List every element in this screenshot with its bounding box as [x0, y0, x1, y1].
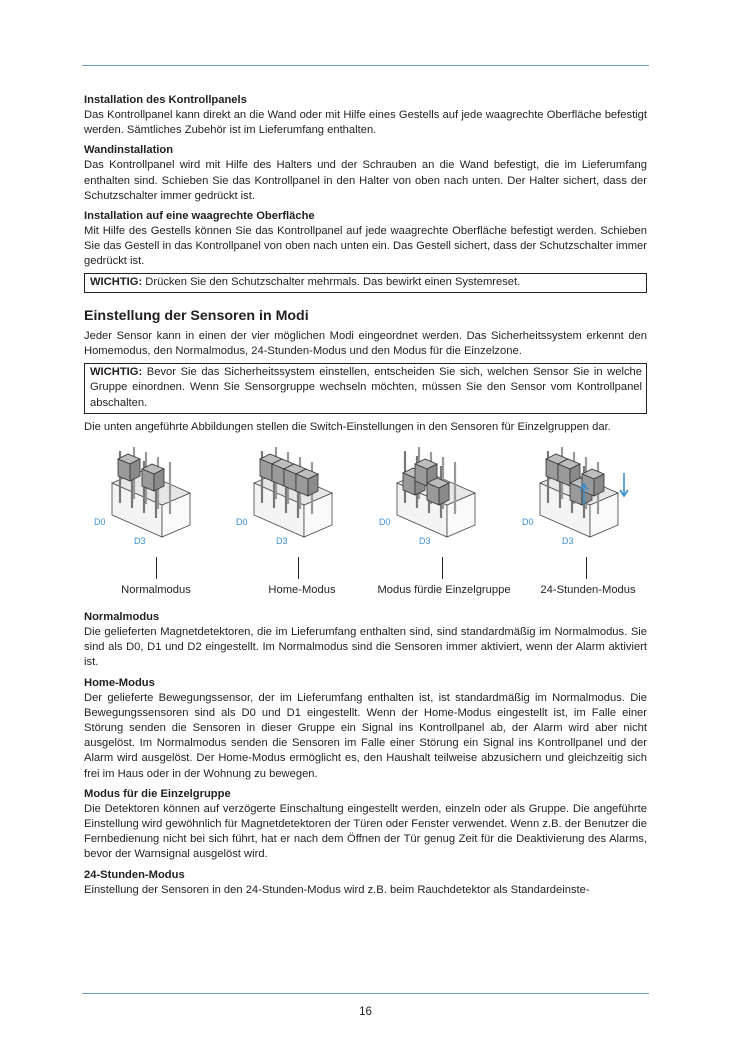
paragraph-installation: Das Kontrollpanel kann direkt an die Wand oder mit Hilfe eines Gestells auf jede waagrechte Oberfläche befestigt werden. Sämtliches Zubehör ist im Lieferumfang enthalten. — [84, 109, 647, 137]
switch-24-stunden — [520, 443, 640, 545]
paragraph-home-modus: Der gelieferte Bewegungssensor, der im Lieferumfang enthalten ist, ist standardmäßig im Normalmodus. Die Bewegungssensoren sind als D0 und D1 eingestellt. Wenn der Home-Modus eingestellt ist, im Falle einer Störung senden die Sensoren in dieser Gruppe ein Signal ins Kontrollpanel ab, der Alarm wird aber nicht ausgelöst. Im Normalmodus senden die Sensoren im Falle einer Störung ein Signal ins Kontrollpanel und der Alarm wird ausgelöst. Der Home-Modus ermöglicht es, den Haushalt teilweise abzusichern und gleichzeitig sich frei im Haus oder in der Wohnung zu bewegen. — [84, 691, 647, 780]
heading-installation: Installation des Kontrollpanels — [84, 94, 247, 106]
heading-wall: Wandinstallation — [84, 144, 174, 157]
paragraph-figure-intro: Die unten angeführte Abbildungen stellen die Switch-Einstellungen in den Sensoren für Einzelgruppen dar. — [84, 420, 611, 433]
label-d0: D0 — [379, 517, 391, 528]
note-label: WICHTIG: — [90, 275, 143, 288]
header-rule — [82, 65, 649, 66]
caption-normalmodus: Normalmodus — [121, 584, 191, 597]
paragraph-normalmodus: Die gelieferten Magnetdetektoren, die im Lieferumfang enthalten sind, sind standardmäßig im Normalmodus. Sie sind als D0, D1 und D2 eingestellt. Im Normalmodus sind die Sensoren immer aktiviert, wenn der Alarm aktiviert ist. — [84, 626, 647, 669]
paragraph-einzelgruppe: Die Detektoren können auf verzögerte Einschaltung eingestellt werden, einzeln oder als Gruppe. Die angeführte Einstellung wird gewöhnlich für Magnetdetektoren der Türen oder Fenster verwendet. Wenn z.B. der Benutzer die Fernbedienung nicht bei sich führt, hat er nach dem Öffnen der Tür genug Zeit für die Deaktivierung des Alarms, bevor der Warnsignal ausgelöst wird. — [84, 802, 647, 861]
heading-normalmodus: Normalmodus — [84, 611, 160, 624]
paragraph-24-stunden: Einstellung der Sensoren in den 24-Stunden-Modus wird z.B. beim Rauchdetektor als Standardeinste- — [84, 883, 590, 896]
note-box-groups — [84, 363, 647, 414]
leader-line — [442, 557, 443, 579]
label-d3: D3 — [562, 536, 574, 546]
heading-sensors: Einstellung der Sensoren in Modi — [84, 307, 309, 324]
heading-einzelgruppe: Modus für die Einzelgruppe — [84, 787, 231, 800]
switch-figure — [84, 439, 647, 607]
page-number: 16 — [359, 1006, 372, 1018]
label-d3: D3 — [276, 536, 288, 546]
paragraph-surface: Mit Hilfe des Gestells können Sie das Kontrollpanel auf jede waagrechte Oberfläche befestigt werden. Schieben Sie das Gestell in das Kontrollpanel von oben nach unten ein. Das Gestell sichert, dass der Schutzschalter immer gedrückt ist. — [84, 225, 647, 268]
switch-einzelgruppe — [377, 443, 497, 545]
leader-line — [586, 557, 587, 579]
label-d0: D0 — [94, 517, 106, 528]
note-label: WICHTIG: — [90, 366, 143, 379]
heading-home-modus: Home-Modus — [84, 676, 155, 689]
heading-surface: Installation auf eine waagrechte Oberfläche — [84, 210, 315, 223]
switch-normalmodus — [92, 443, 212, 545]
note-box-reset — [84, 273, 647, 293]
label-d3: D3 — [134, 536, 146, 546]
paragraph-wall: Das Kontrollpanel wird mit Hilfe des Halters und der Schrauben an die Wand befestigt, die im Lieferumfang enthalten sind. Schieben Sie das Kontrollpanel in den Halter von oben nach unten. Der Halter sichert, dass der Schutzschalter immer gedrückt ist. — [84, 159, 647, 202]
label-d0: D0 — [522, 517, 534, 528]
leader-line — [156, 557, 157, 579]
label-d0: D0 — [236, 517, 248, 528]
page-content — [84, 93, 647, 898]
paragraph-sensors: Jeder Sensor kann in einen der vier möglichen Modi eingeordnet werden. Das Sicherheitssystem erkennt den Homemodus, den Normalmodus, 24-Stunden-Modus und den Modus für die Einzelzone. — [84, 329, 647, 358]
label-d3: D3 — [419, 536, 431, 546]
leader-line — [298, 557, 299, 579]
note-text: Drücken Sie den Schutzschalter mehrmals. Das bewirkt einen Systemreset. — [142, 275, 521, 288]
switch-home-modus — [234, 443, 354, 545]
caption-24-stunden: 24-Stunden-Modus — [540, 584, 636, 597]
caption-einzelgruppe: Modus fürdie Einzelgruppe — [377, 584, 511, 597]
caption-home-modus: Home-Modus — [268, 584, 336, 597]
footer-rule — [82, 993, 649, 994]
note-text: Bevor Sie das Sicherheitssystem einstellen, entscheiden Sie sich, welchen Sensor Sie in welche Gruppe einordnen. Wenn Sie Sensorgruppe wechseln möchten, müssen Sie den Sensor vom Kontrollpanel abschalten. — [90, 366, 642, 409]
heading-24-stunden: 24-Stunden-Modus — [84, 868, 185, 881]
